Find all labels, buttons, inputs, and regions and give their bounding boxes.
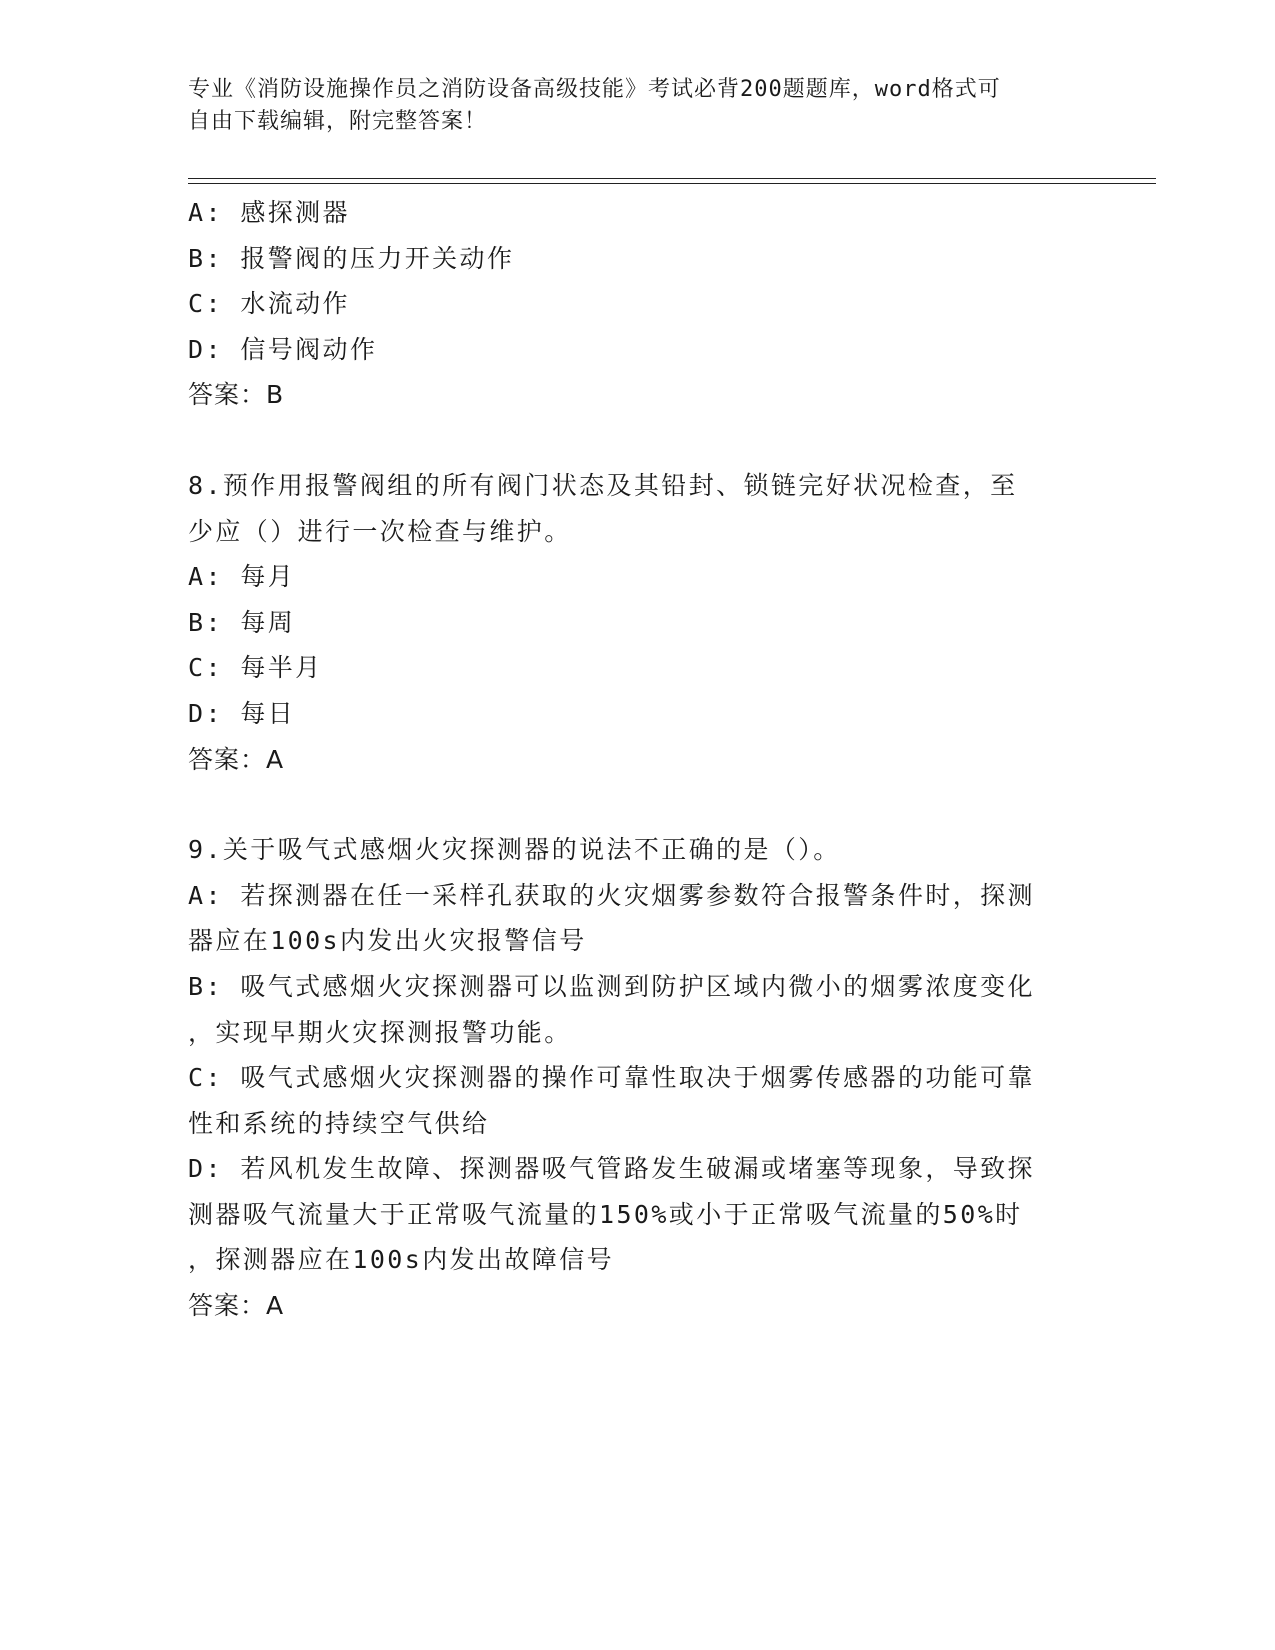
question-7 [188, 190, 1078, 418]
header-rule-top [188, 178, 1156, 179]
answer-line: 答案：B [188, 380, 285, 410]
option-c: C: 水流动作 [188, 289, 350, 319]
option-a-line-2: 器应在100s内发出火灾报警信号 [188, 926, 587, 956]
option-a: A: 感探测器 [188, 198, 350, 227]
answer-line: 答案：A [188, 1291, 285, 1321]
header-line-1: 专业《消防设施操作员之消防设备高级技能》考试必背200题题库，word格式可 [188, 77, 1001, 102]
spacer [188, 418, 1078, 463]
option-b-line-2: ，实现早期火灾探测报警功能。 [188, 1017, 572, 1047]
option-d: D: 每日 [188, 698, 296, 728]
question-stem-line-2: 少应（）进行一次检查与维护。 [188, 516, 572, 546]
option-d: D: 信号阀动作 [188, 334, 378, 364]
option-d-line-1: D: 若风机发生故障、探测器吸气管路发生破漏或堵塞等现象，导致探 [188, 1154, 1035, 1184]
option-b-line-1: B: 吸气式感烟火灾探测器可以监测到防护区域内微小的烟雾浓度变化 [188, 971, 1035, 1001]
option-a-line-1: A: 若探测器在任一采样孔获取的火灾烟雾参数符合报警条件时，探测 [188, 880, 1035, 910]
header-rule-bottom [188, 183, 1156, 184]
question-stem-line-1: 9.关于吸气式感烟火灾探测器的说法不正确的是（）。 [188, 835, 841, 865]
option-d-line-2: 测器吸气流量大于正常吸气流量的150%或小于正常吸气流量的50%时 [188, 1199, 1023, 1229]
question-stem-line-1: 8.预作用报警阀组的所有阀门状态及其铅封、锁链完好状况检查，至 [188, 470, 1018, 500]
spacer [188, 782, 1078, 827]
option-c: C: 每半月 [188, 653, 323, 683]
header-line-2: 自由下载编辑，附完整答案！ [188, 109, 488, 134]
answer-line: 答案：A [188, 744, 285, 774]
option-b: B: 报警阀的压力开关动作 [188, 243, 515, 273]
question-8 [188, 463, 1078, 782]
option-a: A: 每月 [188, 562, 296, 592]
option-c-line-2: 性和系统的持续空气供给 [188, 1108, 490, 1138]
option-b: B: 每周 [188, 607, 296, 637]
question-list [188, 190, 1078, 1329]
option-d-line-3: ，探测器应在100s内发出故障信号 [188, 1245, 615, 1275]
document-header [188, 74, 1068, 138]
option-c-line-1: C: 吸气式感烟火灾探测器的操作可靠性取决于烟雾传感器的功能可靠 [188, 1063, 1035, 1093]
question-9 [188, 827, 1078, 1329]
